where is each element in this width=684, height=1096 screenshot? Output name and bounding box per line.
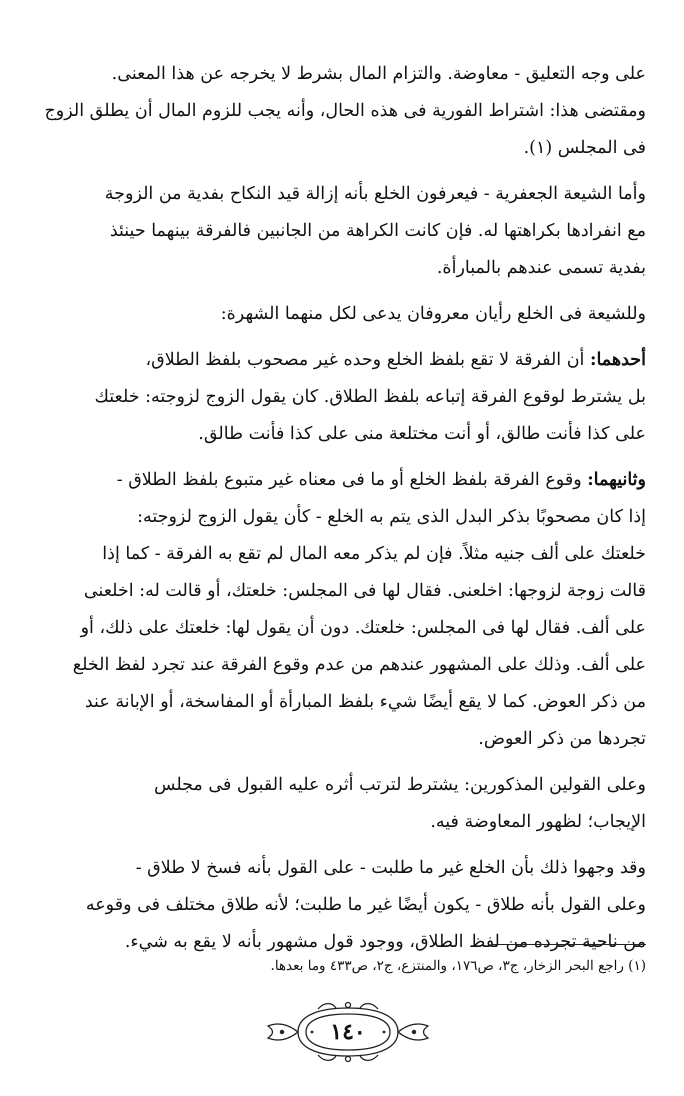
text-line: وعلى القولين المذكورين: يشترط لترتب أثره عليه القبول فى مجلس: [154, 775, 646, 795]
paragraph-5: [30, 462, 646, 758]
text-line: فى المجلس (١).: [523, 138, 646, 158]
body-text: [30, 56, 646, 961]
paragraph-2: [30, 176, 646, 287]
text-fragment: وقوع الفرقة بلفظ الخلع أو ما فى معناه غير متبوع بلفظ الطلاق -: [116, 470, 588, 490]
text-line: [30, 342, 646, 379]
footnote-separator: [491, 944, 646, 945]
text-line: بل يشترط لوقوع الفرقة إتباعه بلفظ الطلاق. كان يقول الزوج لزوجته: خلعتك: [94, 387, 646, 407]
text-line: قالت زوجة لزوجها: اخلعنى. فقال لها فى المجلس: خلعتك، أو قالت له: اخلعنى: [83, 581, 646, 601]
text-line: من ذكر العوض. كما لا يقع أيضًا شيء بلفظ المبارأة أو المفاسخة، أو الإبانة عند: [84, 692, 646, 712]
text-line: تجردها من ذكر العوض.: [478, 729, 646, 749]
text-line: إذا كان مصحوبًا بذكر البدل الذى يتم به الخلع - كأن يقول الزوج لزوجته:: [137, 507, 646, 527]
footnote: (١) راجع البحر الزخار، ج٣، ص١٧٦، والمنتزع، ج٢، ص٤٣٣ وما بعدها.: [270, 958, 646, 974]
text-line: وعلى القول بأنه طلاق - يكون أيضًا غير ما طلبت؛ لأنه طلاق مختلف فى وقوعه: [85, 895, 646, 915]
text-line: من ناحية تجرده من لفظ الطلاق، ووجود قول مشهور بأنه لا يقع به شيء.: [124, 932, 646, 952]
text-line: على ألف. وذلك على المشهور عندهم من عدم وقوع الفرقة عند تجرد لفظ الخلع: [72, 655, 646, 675]
paragraph-lead: أحدهما:: [589, 350, 646, 370]
text-line: على وجه التعليق - معاوضة. والتزام المال بشرط لا يخرجه عن هذا المعنى.: [111, 64, 646, 84]
text-line: وأما الشيعة الجعفرية - فيعرفون الخلع بأنه إزالة قيد النكاح بفدية من الزوجة: [104, 184, 646, 204]
text-line: بفدية تسمى عندهم بالمبارأة.: [436, 258, 646, 278]
paragraph-lead: وثانيهما:: [587, 470, 646, 490]
page-number: ١٤٠: [330, 1019, 366, 1045]
paragraph-4: [30, 342, 646, 453]
text-line: وللشيعة فى الخلع رأيان معروفان يدعى لكل منهما الشهرة:: [220, 304, 646, 324]
paragraph-3: [30, 296, 646, 333]
text-line: خلعتك على ألف جنيه مثلاً. فإن لم يذكر معه المال لم تقع به الفرقة - كما إذا: [102, 544, 646, 564]
text-line: ومقتضى هذا: اشتراط الفورية فى هذه الحال، وأنه يجب للزوم المال أن يطلق الزوج: [44, 101, 646, 121]
text-line: وقد وجهوا ذلك بأن الخلع غير ما طلبت - على القول بأنه فسخ لا طلاق -: [135, 858, 646, 878]
text-line: مع انفرادها بكراهتها له. فإن كانت الكراهة من الجانبين فالفرقة بينهما حينئذ: [109, 221, 646, 241]
text-line: [30, 462, 646, 499]
page-number-ornament: [258, 1000, 438, 1064]
text-line: الإيجاب؛ لظهور المعاوضة فيه.: [430, 812, 646, 832]
paragraph-1: [30, 56, 646, 167]
text-fragment: أن الفرقة لا تقع بلفظ الخلع وحده غير مصحوب بلفظ الطلاق،: [145, 350, 590, 370]
text-line: على ألف. فقال لها فى المجلس: خلعتك. دون أن يقول لها: خلعتك على ذلك، أو: [80, 618, 646, 638]
paragraph-6: [30, 767, 646, 841]
text-line: على كذا فأنت طالق، أو أنت مختلعة منى على كذا فأنت طالق.: [198, 424, 646, 444]
